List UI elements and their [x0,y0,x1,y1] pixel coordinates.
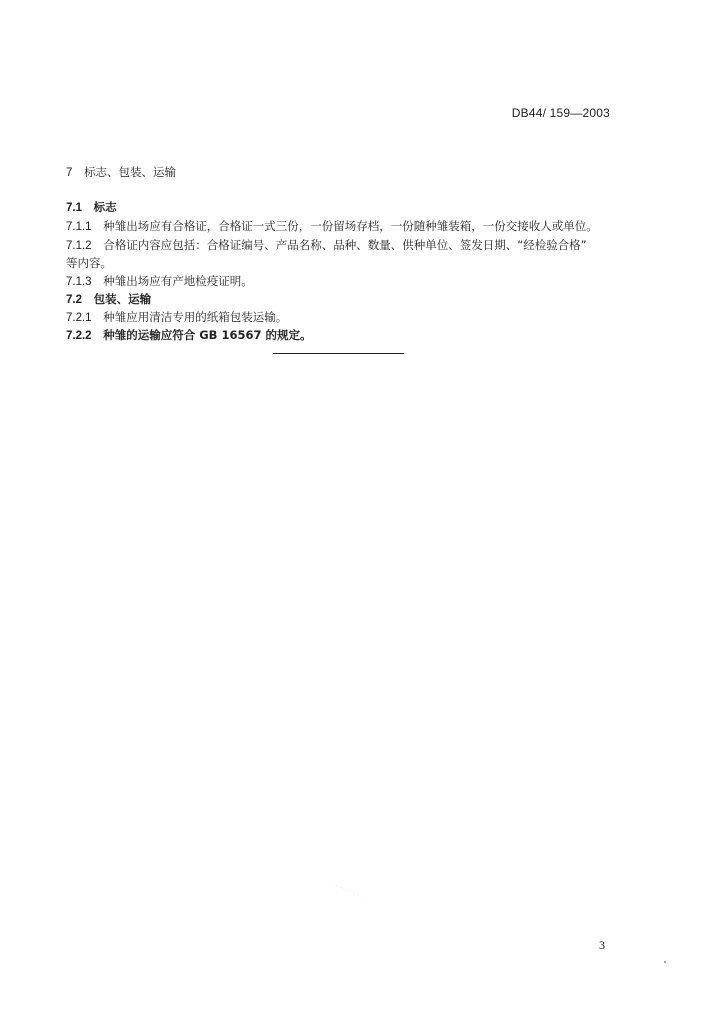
clause-7-2 [66,291,151,308]
clause-number: 7.1 [66,202,82,214]
section-heading [66,164,176,181]
clause-number: 7.1.3 [66,276,92,288]
section-number: 7 [66,167,73,179]
clause-text: 种雏应用清洁专用的纸箱包装运输。 [103,310,288,324]
clause-number: 7.2.1 [66,312,92,324]
clause-number: 7.2.2 [66,330,92,342]
end-of-standard-rule [273,353,404,354]
section-title: 标志、包装、运输 [84,165,177,179]
clause-number: 7.1.1 [66,221,92,233]
clause-7-1-3 [66,273,253,290]
faint-watermark: · · · · · · · · · · · [327,880,368,902]
clause-text: 种雏的运输应符合 GB 16567 的规定。 [103,328,312,342]
clause-text: 等内容。 [66,256,112,270]
page-number: 3 [599,938,605,952]
clause-7-1 [66,199,117,216]
standard-code: DB44/ 159—2003 [511,106,610,120]
clause-7-1-1 [66,218,598,235]
clause-title: 包装、运输 [93,292,152,306]
clause-number: 7.2 [66,294,82,306]
clause-title: 标志 [93,200,117,214]
clause-7-1-2-continued [66,255,112,271]
clause-text: 种雏出场应有合格证，合格证一式三份，一份留场存档，一份随种雏装箱，一份交接收人或单位。 [103,219,598,233]
clause-7-1-2 [66,237,587,254]
clause-7-2-2 [66,327,311,344]
clause-number: 7.1.2 [66,240,92,252]
clause-text: 种雏出场应有产地检疫证明。 [103,274,253,288]
scan-speck [664,961,666,963]
clause-7-2-1 [66,309,287,326]
clause-text: 合格证内容应包括：合格证编号、产品名称、品种、数量、供种单位、签发日期、“经检验合格” [103,238,587,252]
